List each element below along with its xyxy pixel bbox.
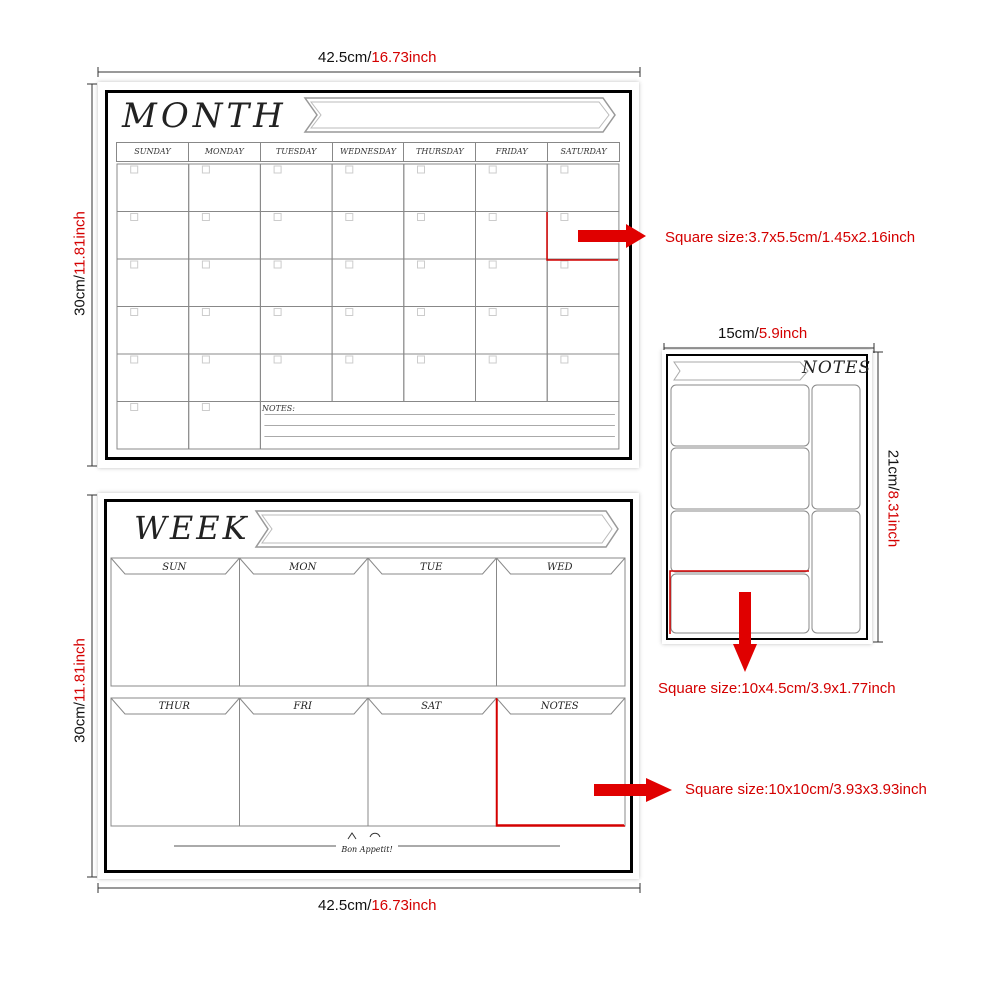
month-date-box (489, 214, 496, 221)
month-width-line (96, 66, 642, 78)
month-date-box (489, 356, 496, 363)
month-square-callout: Square size:3.7x5.5cm/1.45x2.16inch (665, 229, 916, 246)
notes-square-callout: Square size:10x4.5cm/3.9x1.77inch (658, 680, 896, 697)
month-title: MONTH (122, 96, 287, 136)
bon-appetit-logo (172, 831, 562, 861)
month-day-cell (189, 307, 261, 355)
month-board (98, 82, 639, 468)
month-day-header: MONDAY (188, 143, 260, 161)
month-date-box (274, 214, 281, 221)
notes-board (662, 350, 872, 644)
month-day-cell (189, 212, 261, 260)
month-date-box (346, 356, 353, 363)
week-day-cell (240, 558, 369, 686)
notes-grid (668, 382, 864, 636)
month-day-cell (332, 307, 404, 355)
month-date-box (489, 261, 496, 268)
week-day-label: WED (546, 562, 573, 573)
week-top-day-labels (110, 562, 626, 576)
month-day-cell (117, 402, 189, 450)
month-day-cell (332, 259, 404, 307)
month-date-box (202, 309, 209, 316)
month-date-box (561, 309, 568, 316)
month-date-box (131, 356, 138, 363)
month-date-box (202, 261, 209, 268)
week-day-cell (497, 558, 626, 686)
month-day-cell (476, 259, 548, 307)
month-day-header: THURSDAY (403, 143, 475, 161)
month-day-cell (117, 164, 189, 212)
month-day-cell (332, 354, 404, 402)
month-day-cell (404, 212, 476, 260)
month-date-box (561, 356, 568, 363)
month-day-header: TUESDAY (260, 143, 332, 161)
month-day-header: SATURDAY (547, 143, 619, 161)
month-day-cell (332, 164, 404, 212)
week-day-cell (368, 558, 497, 686)
month-date-box (418, 166, 425, 173)
month-date-box (274, 309, 281, 316)
month-day-cell (547, 164, 619, 212)
notes-height-line (872, 350, 884, 644)
month-day-cell (117, 259, 189, 307)
notes-title: NOTES (802, 358, 872, 378)
month-day-cell (547, 307, 619, 355)
notes-square-arrow (732, 590, 758, 674)
month-day-cell (404, 164, 476, 212)
month-date-box (131, 214, 138, 221)
week-width-label: 42.5cm/16.73inch (318, 897, 437, 914)
month-date-box (131, 309, 138, 316)
month-day-cell (404, 259, 476, 307)
month-date-box (202, 166, 209, 173)
week-day-label: FRI (293, 701, 312, 712)
month-day-cell (260, 164, 332, 212)
month-width-label: 42.5cm/16.73inch (318, 49, 437, 66)
month-day-header: FRIDAY (475, 143, 547, 161)
month-date-box (418, 214, 425, 221)
month-day-cell (189, 354, 261, 402)
month-day-cell (260, 307, 332, 355)
month-day-cell (189, 259, 261, 307)
week-day-label: TUE (420, 562, 443, 573)
month-date-box (489, 309, 496, 316)
month-day-cell (476, 212, 548, 260)
month-date-box (418, 261, 425, 268)
month-date-box (346, 166, 353, 173)
month-date-box (274, 356, 281, 363)
logo-text: Bon Appetit! (341, 845, 393, 854)
month-date-box (131, 404, 138, 411)
month-date-box (202, 404, 209, 411)
month-date-box (274, 261, 281, 268)
month-day-cell (404, 307, 476, 355)
week-day-cell (240, 698, 369, 826)
month-day-cell (260, 212, 332, 260)
month-date-box (346, 214, 353, 221)
month-date-box (418, 356, 425, 363)
month-date-box (202, 356, 209, 363)
month-date-box (346, 261, 353, 268)
month-date-box (561, 261, 568, 268)
month-day-cell (332, 212, 404, 260)
week-title-banner (254, 509, 620, 549)
month-date-box (561, 166, 568, 173)
week-day-cell (111, 698, 240, 826)
week-day-cell (368, 698, 497, 826)
month-date-box (346, 309, 353, 316)
notes-title-banner (672, 360, 812, 382)
month-date-box (131, 261, 138, 268)
month-square-highlight (546, 210, 666, 262)
month-day-cell (547, 354, 619, 402)
month-date-box (418, 309, 425, 316)
month-title-banner (303, 96, 618, 134)
month-day-cell (117, 307, 189, 355)
month-grid (116, 163, 620, 453)
month-notes-label: NOTES: (262, 404, 295, 413)
week-day-cell (111, 558, 240, 686)
notes-width-label: 15cm/5.9inch (718, 325, 808, 342)
month-day-cell (476, 307, 548, 355)
month-date-box (274, 166, 281, 173)
month-day-cell (476, 164, 548, 212)
week-day-label: NOTES (540, 701, 579, 712)
month-day-header: WEDNESDAY (332, 143, 404, 161)
month-day-cell (476, 354, 548, 402)
month-day-cell (189, 164, 261, 212)
week-width-line (96, 882, 642, 894)
month-day-cell (547, 259, 619, 307)
week-title: WEEK (134, 509, 250, 547)
month-date-box (131, 166, 138, 173)
notes-height-label: 21cm/8.31inch (884, 449, 902, 548)
week-square-highlight (496, 698, 678, 828)
month-day-cell (260, 259, 332, 307)
month-height-label: 30cm/11.81inch (71, 211, 89, 316)
week-square-callout: Square size:10x10cm/3.93x3.93inch (685, 781, 927, 798)
week-height-label: 30cm/11.81inch (71, 638, 89, 743)
week-day-label: THUR (158, 701, 190, 712)
month-day-cell (189, 402, 261, 450)
month-day-cell (404, 354, 476, 402)
month-day-cell (260, 354, 332, 402)
month-day-cell (117, 212, 189, 260)
month-day-cell (117, 354, 189, 402)
month-date-box (202, 214, 209, 221)
week-day-label: MON (289, 562, 317, 573)
month-day-header: SUNDAY (134, 147, 171, 156)
week-day-label: SAT (421, 701, 442, 712)
month-date-box (489, 166, 496, 173)
month-day-header-row (116, 142, 620, 162)
week-day-label: SUN (162, 562, 187, 573)
